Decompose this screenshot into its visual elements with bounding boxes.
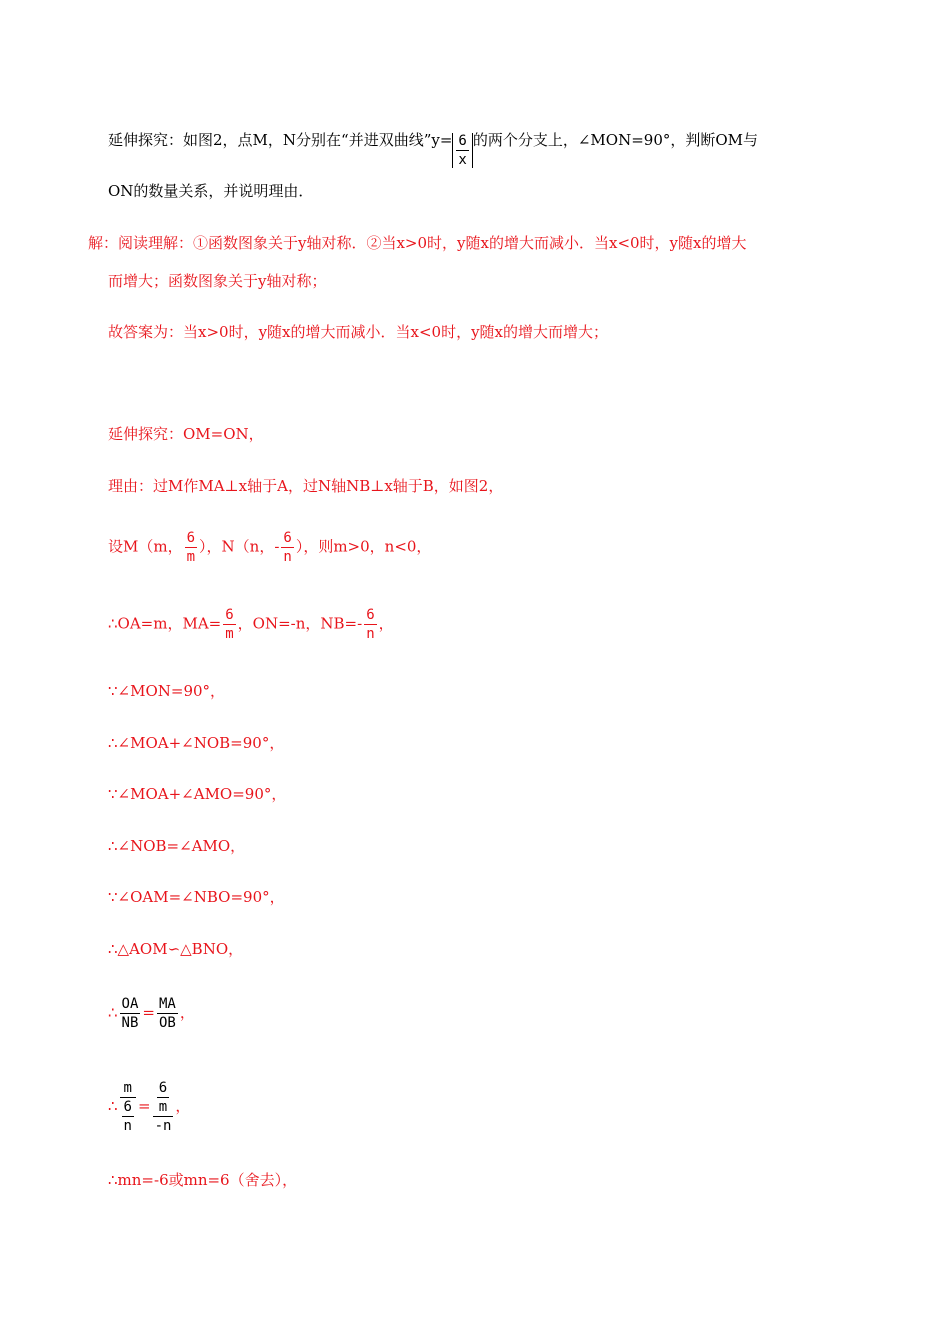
solution-line-1: 解：阅读理解：①函数图象关于y轴对称．②当x>0时，y随x的增大而减小．当x<0时，y随x的增大 <box>88 234 747 252</box>
lengths-line: ∴OA=m，MA= $\frac{6}{m}$ ，ON=-n，NB=- $\frac{6}{n}$ ， <box>108 607 394 642</box>
fraction-6-over-x: $\frac{6}{x}$ <box>458 133 467 168</box>
problem-line-2: ON的数量关系，并说明理由． <box>108 182 314 200</box>
extension-conclusion: 延伸探究：OM=ON， <box>108 425 264 443</box>
fraction-6-over-m: $\frac{6}{m}$ <box>186 530 196 565</box>
solution-answer-line: 故答案为：当x>0时，y随x的增大而减小．当x<0时，y随x的增大而增大； <box>108 323 609 341</box>
similar-triangles-line: ∴△AOM∽△BNO， <box>108 940 244 958</box>
fraction-6-over-m-over-neg-n: $\frac{\frac{6}{m}}{-n}$ <box>154 1080 172 1134</box>
ratio-line: ∴ $\frac{OA}{NB}$ = $\frac{MA}{OB}$ ， <box>108 996 195 1031</box>
abs-bars <box>452 133 472 168</box>
fraction-6-over-n: $\frac{6}{n}$ <box>123 1099 132 1134</box>
step-line-8: ∵∠MON=90°， <box>108 682 226 700</box>
final-result-line: ∴mn=-6或mn=6（舍去）， <box>108 1171 298 1189</box>
fraction-6-over-m: $\frac{6}{m}$ <box>158 1080 168 1115</box>
fraction-MA-over-OB: $\frac{MA}{OB}$ <box>158 996 176 1031</box>
step-line-9: ∴∠MOA+∠NOB=90°， <box>108 734 285 752</box>
fraction-6-over-n: $\frac{6}{n}$ <box>283 530 292 565</box>
step-line-10: ∵∠MOA+∠AMO=90°， <box>108 785 287 803</box>
step-line-12: ∵∠OAM=∠NBO=90°， <box>108 888 285 906</box>
coordinates-line: 设M（m， $\frac{6}{m}$ ），N（n，- $\frac{6}{n}$ ），则m>0，n<0， <box>108 530 432 565</box>
fraction-6-over-m: $\frac{6}{m}$ <box>225 607 234 642</box>
fraction-6-over-n: $\frac{6}{n}$ <box>366 607 375 642</box>
problem-text-a: 延伸探究：如图2，点M，N分别在“并进双曲线”y= <box>108 131 453 149</box>
problem-text-b: 的两个分支上，∠MON=90°，判断OM与 <box>472 131 759 149</box>
solution-line-2: 而增大；函数图象关于y轴对称； <box>108 272 327 290</box>
fraction-m-over-6-over-n: $\frac{m}{\frac{6}{n}}$ <box>120 1080 136 1134</box>
step-line-11: ∴∠NOB=∠AMO， <box>108 837 246 855</box>
reason-line: 理由：过M作MA⊥x轴于A，过N轴NB⊥x轴于B，如图2， <box>108 477 504 495</box>
compound-ratio-line: ∴ $\frac{m}{\frac{6}{n}}$ = $\frac{\frac{6}{m}}{-n}$ ， <box>108 1080 191 1134</box>
fraction-OA-over-NB: $\frac{OA}{NB}$ <box>121 996 139 1031</box>
problem-line-1 <box>108 130 758 168</box>
